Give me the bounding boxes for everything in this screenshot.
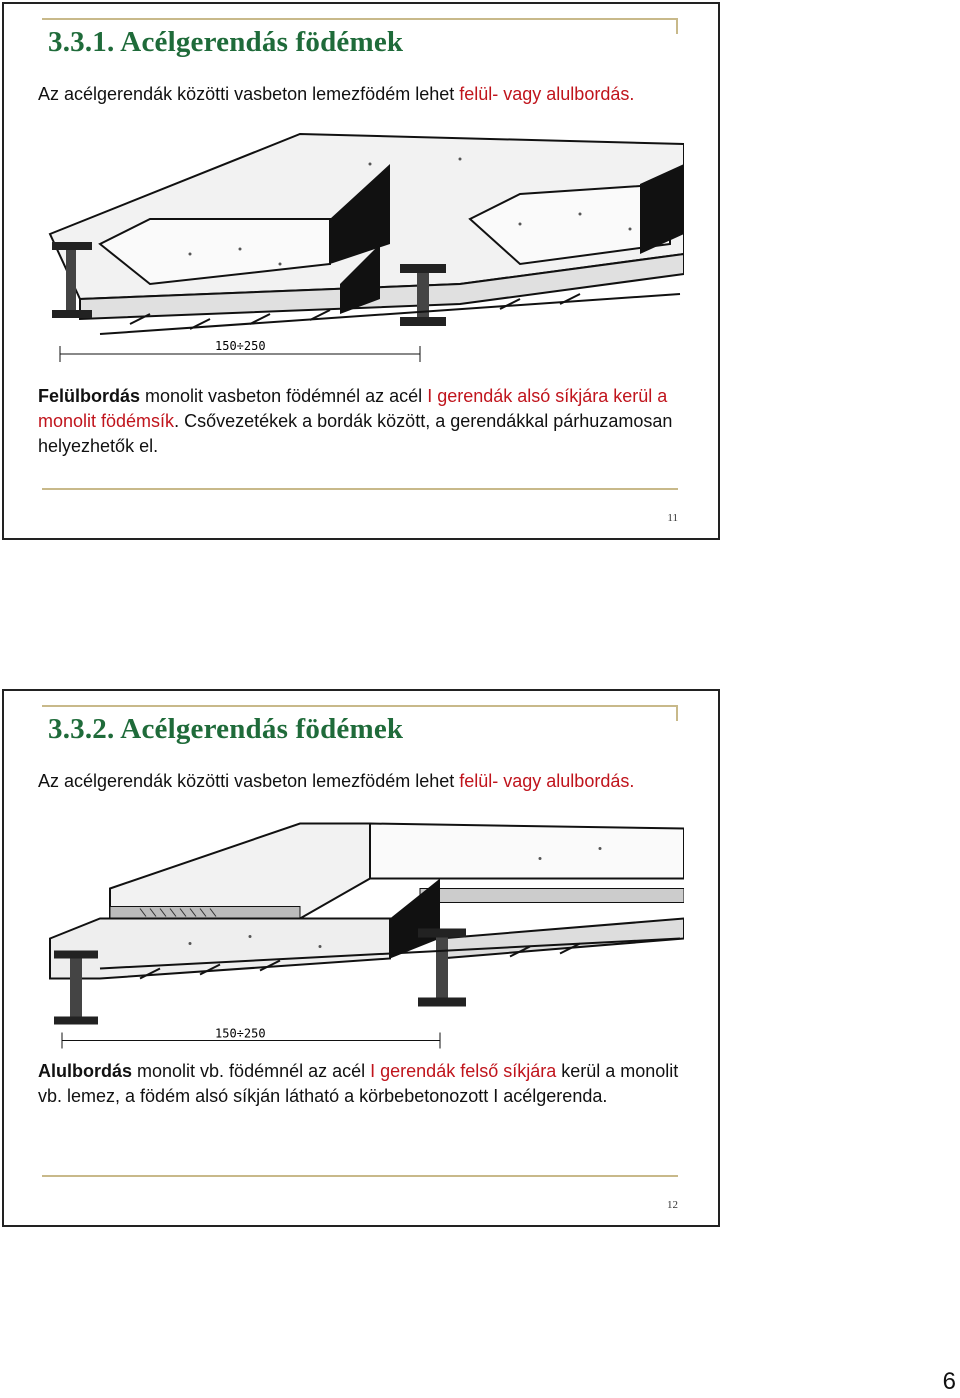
subtitle-highlight: felül- vagy alulbordás. bbox=[459, 84, 635, 104]
top-decor-line bbox=[42, 18, 678, 20]
body-text-1: monolit vb. födémnél az acél bbox=[132, 1061, 371, 1081]
body-highlight: I gerendák alsó síkjára kerül a monolit födémsík bbox=[38, 386, 668, 431]
top-ribbed-slab-drawing bbox=[40, 124, 684, 369]
slide-body bbox=[38, 384, 688, 459]
top-decor-tick bbox=[676, 18, 678, 34]
body-text-2: . Csővezetékek a bordák között, a gerendákkal párhuzamosan helyezhetők el. bbox=[38, 411, 673, 456]
slide-number: 11 bbox=[667, 512, 678, 524]
body-bold-term: Alulbordás bbox=[38, 1061, 133, 1081]
slide-title: 3.3.1. Acélgerendás födémek bbox=[48, 26, 404, 58]
bottom-decor-line bbox=[42, 488, 678, 490]
slide-subtitle bbox=[38, 84, 634, 105]
bottom-ribbed-slab-svg bbox=[40, 811, 684, 1056]
body-text-1: monolit vasbeton födémnél az acél bbox=[140, 386, 428, 406]
subtitle-text: Az acélgerendák közötti vasbeton lemezfödém lehet bbox=[38, 771, 460, 791]
slide-12 bbox=[2, 689, 720, 1227]
slide-11 bbox=[2, 2, 720, 540]
body-highlight: I gerendák felső síkjára bbox=[370, 1061, 557, 1081]
dimension-label: 150÷250 bbox=[215, 339, 266, 353]
bottom-decor-line bbox=[42, 1175, 678, 1177]
top-ribbed-slab-svg bbox=[40, 124, 684, 369]
body-text-2: kerül a monolit vb. lemez, a födém alsó síkján látható a körbebetonozott I acélgerenda. bbox=[38, 1061, 679, 1106]
slide-body bbox=[38, 1059, 688, 1109]
slide-title: 3.3.2. Acélgerendás födémek bbox=[48, 713, 404, 745]
top-decor-tick bbox=[676, 705, 678, 721]
bottom-ribbed-slab-drawing bbox=[40, 811, 684, 1056]
slide-number: 12 bbox=[667, 1199, 678, 1211]
slide-subtitle bbox=[38, 771, 634, 792]
page-number: 6 bbox=[942, 1368, 956, 1395]
dimension-label: 150÷250 bbox=[215, 1026, 266, 1041]
subtitle-text: Az acélgerendák közötti vasbeton lemezfödém lehet bbox=[38, 84, 460, 104]
subtitle-highlight: felül- vagy alulbordás. bbox=[459, 771, 635, 791]
top-decor-line bbox=[42, 705, 678, 707]
body-bold-term: Felülbordás bbox=[38, 386, 141, 406]
